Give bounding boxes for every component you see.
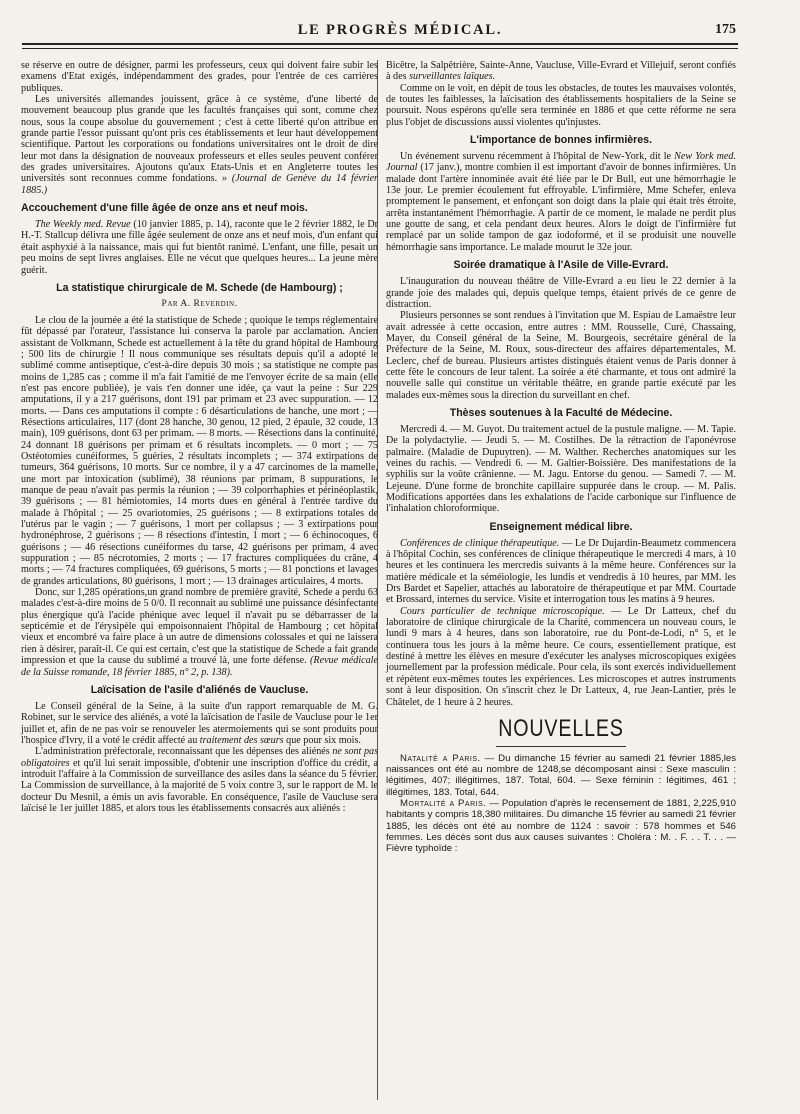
emphasis: Cours particulier de technique microscopique.: [400, 605, 605, 617]
citation: The Weekly med. Revue: [35, 219, 131, 231]
news-text: — Population d'après le recensement de 1881, 2,225,910 habitants y compris 18,380 militaires. Du dimanche 15 février au samedi 21 février 1885, les décès ont été au nombre de 1124 : savoir : 578 hommes et 546 femmes. Les décès sont dus aux causes suivantes : Choléra : M. . F. . . T. . . — Fièvre typhoïde :: [386, 798, 736, 855]
paragraph: [21, 94, 378, 196]
paragraph: [386, 151, 736, 253]
section-heading: L'importance de bonnes infirmières.: [469, 134, 653, 147]
paragraph: [21, 587, 378, 678]
paragraph-text: L'administration préfectorale, reconnaissant que les dépenses des aliénés: [35, 746, 330, 758]
citation: (Journal de Genève du 14 février 1885.): [21, 173, 379, 196]
emphasis: surveillantes laïques.: [409, 71, 496, 83]
news-label: Natalité a Paris.: [400, 752, 481, 764]
section-heading: La statistique chirurgicale de M. Schede (de Hambourg) ;: [56, 281, 343, 294]
paragraph: se réserve en outre de désigner, parmi les professeurs, ceux qui doivent faire subir les examens d'Etat exigés, indépendamment des grades, pour l'entrée de ces carrières publiques.: [21, 60, 378, 94]
byline: Par A. Reverdin.: [161, 298, 238, 309]
paragraph-text: — Le Dr Dujardin-Beaumetz commencera à l'hôpital Cochin, ses conférences de clinique thérapeutique le mercredi 4 mars, à 10 heures et les continuera les mercredis suivants à la même heure. Conférences sur la matière médicale et la séméiologie, les lundis et vendredis à 10 heures, par MM. les Drs Bardet et Sapelier, attachés au laboratoire de thérapeutique et par MM. Courtade et Brossard, internes du service. Visite et interrogation tous les matins à 9 heures.: [386, 537, 736, 606]
news-text: — Du dimanche 15 février au samedi 21 février 1885,les naissances ont été au nombre de 1248,se décomposant ainsi : Sexe masculin : légitimes, 407; illégitimes, 187. Total, 604. — Sexe féminin : légitimes, 461 ; illégitimes, 183. Total, 644.: [386, 752, 736, 798]
nouvelles-rule: [496, 746, 626, 747]
emphasis: Conférences de clinique thérapeutique.: [400, 537, 560, 549]
paragraph-text: Un événement survenu récemment à l'hôpital de New-York, dit le: [400, 151, 672, 163]
citation: (Revue médicale de la Suisse romande, 18 février 1885, n° 2, p. 138).: [21, 655, 378, 678]
paragraph: Comme on le voit, en dépit de tous les obstacles, de toutes les mauvaises volontés, de toutes les faiblesses, la laïcisation des établissements hospitaliers de la Seine se poursuit. Nous espérons qu'elle sera terminée en 1886 et que cette réforme ne sera plus l'objet de discussions aussi violentes qu'injustes.: [386, 82, 736, 128]
emphasis: traitement des sœurs: [199, 734, 284, 746]
paragraph: [21, 746, 378, 814]
section-heading: Enseignement médical libre.: [489, 520, 633, 533]
journal-title: LE PROGRÈS MÉDICAL.: [297, 22, 503, 38]
page-number: 175: [715, 22, 736, 37]
header-rule-thick: [22, 43, 738, 45]
paragraph: [21, 219, 378, 276]
paragraph-text: (17 janv.), montre combien il est important d'avoir de bonnes infirmières. Un malade dont l'artère innominée avait été liée par le Dr Bull, eut une hémorrhagie le 13e jour. Le premier écoulement fut effroyable. L'infirmière, Mme Schefer, enleva promptement le pansement, et enfonçant son doigt dans la plaie qui était très étroite, arrêta instantanément l'hémorrhagie. A partir de ce moment, le malade ne perdit plus une goutte de sang, et cela pendant deux heures. Alors le doigt de l'infirmière fut remplacé par un solide tampon de gaz iodoformé, et il se produisit une nouvelle hémorrhagie sans importance. Le malade mourut le 32e jour.: [386, 162, 737, 253]
paragraph-text: que pour six mois.: [286, 734, 361, 746]
news-item: [386, 753, 736, 798]
paragraph-text: et qu'il lui serait impossible, d'obtenir une inscription d'office du crédit, a introduit l'affaire à la Commission de surveillance des asiles dans la séance du 5 février. La Commission de surveillance, à la majorité de 5 voix contre 3, sur le rapport de M. le docteur Du Mesnil, a émis un avis favorable. En conséquence, l'asile de Vaucluse sera laïcisé le 1er juillet 1885, et alors tous les établissements consacrés aux aliénés :: [21, 757, 378, 814]
paragraph: Mercredi 4. — M. Guyot. Du traitement actuel de la pustule maligne. — M. Tapie. De la polydactylie. — Jeudi 5. — M. Costilhes. De la rétraction de l'aponévrose palmaire. (Maladie de Dupuytren). — M. Walther. Recherches anatomiques sur les veines du rachis. — Vendredi 6. — M. Galtier-Boissière. Des manifestations de la syphilis sur la voûte crânienne. — M. Jagu. Entorse du genou. — Samedi 7. — M. Lejeune. D'une forme de bronchite capillaire suppurée dans le croup. — M. Palis. Modifications apportées dans les exhalations de l'acide carbonique sur l'influence de l'inhalation chloroformique.: [386, 423, 736, 515]
paragraph: Plusieurs personnes se sont rendues à l'invitation que M. Espiau de Lamaëstre leur avait adressée à cette occasion, entre autres : MM. Rousselle, Curé, Chassaing, Mayer, du Conseil général de la Seine, M. Bourgeois, secrétaire général de la Préfecture de la Seine, M. Roux, sous-directeur des affaires départementales, M. Leclerc, chef de bureau. Plusieurs artistes distingués étaient venus de Paris donner à cette fête le concours de leur talent. La soirée a été charmante, et tous ont admiré la nouvelle salle qui constitue un véritable théâtre, en grande partie exécuté par les malades eux-mêmes sous la direction du surveillant en chef.: [386, 310, 736, 401]
paragraph-text: Le Conseil général de la Seine, à la suite d'un rapport remarquable de M. G. Robinet, sur le service des aliénés, a voté la laïcisation de l'asile de Vaucluse pour le 1er juillet et, afin de ne pas voir se renouveler les atermoiements qui se sont produits pour l'hospice d'Ivry, il a voté le crédit affecté au: [21, 700, 378, 746]
citation: New York med. Journal: [386, 151, 737, 174]
nouvelles-heading: NOUVELLES: [498, 714, 624, 742]
news-label: Mortalité a Paris.: [400, 798, 487, 810]
news-item: [386, 798, 736, 854]
section-heading: Laïcisation de l'asile d'aliénés de Vaucluse.: [90, 683, 309, 696]
left-column: [21, 60, 378, 814]
paragraph: [21, 701, 378, 746]
emphasis: ne sont pas obligatoires: [21, 746, 379, 769]
paragraph-text: Bicêtre, la Salpêtrière, Sainte-Anne, Vaucluse, Ville-Evrard et Villejuif, seront confiés à des: [386, 60, 736, 83]
section-heading: Thèses soutenues à la Faculté de Médecine.: [449, 406, 673, 419]
paragraph-text: — Le Dr Latteux, chef du laboratoire de clinique chirurgicale de la Charité, commencera un nouveau cours, le lundi 9 mars à 4 heures, dans son laboratoire, rue du Pont-de-Lodi, n° 5, et le continuera tous les jours à la même heure. Ce cours, essentiellement pratique, est destiné à mettre les élèves en mesure d'exécuter les analyses microscopiques exigées journellement par la profession médicale. Pour cela, ils sont exercés individuellement et répètent eux-mêmes toutes les expériences. Les microscopes et autres instruments sont à leur disposition. On s'inscrit chez le Dr Latteux, 4, rue Jean-Lantier, près le Châtelet, de 1 heure à 2 heures.: [386, 605, 737, 708]
header-rule-thin: [22, 48, 738, 49]
paragraph: Le clou de la journée a été la statistique de Schede ; quoique le temps réglementaire fût dépassé par l'orateur, l'assistance lui conserva la parole par acclamation. Ancien assistant de Volkmann, Schede est actuellement à la tête du grand hôpital de Hambourg ; 500 lits de chirurgie ! Il nous communique ses résultats depuis qu'il a adopté le sublimé comme antiseptique, c'est-à-dire depuis 30 mois ; sa statistique ne compte pas moins de 1,285 cas ; comme il m'a fait l'amitié de me l'envoyer écrite de sa main (elle n'est pas encore publiée), je vais t'en donner une idée, ça vaut la peine : Sur 229 amputations, il y a 217 guérisons, dont 191 par primam et 23 avec suppuration. — 12 morts. — Dans ces amputations il compte : 6 désarticulations de hanche, une mort ; — Résections articulaires, 117 (dont 28 hanche, 30 genou, 12 pied, 2 épaule, 32 coude, 13 main), 109 guérisons, dont 63 per primam. — 8 morts. — Résections dans la continuité, 24 donnant 18 guérisons per primam et 6 résultats incomplets. — 0 mort ; — 75 Ostéotomies cunéiformes, 5 guéries, 2 résultats incomplets ; — 374 extirpations de tumeurs, 364 guérisons, 10 morts. Sur ce nombre, il y a 47 carcinomes de la mamelle, une mort par intoxication (sublimé), 38 réunions par primam, 8 suppurations, le manque de peau n'avait pas permis la réunion ; — 39 colporrhaphies et périnéoplastik, 39 guérisons ; — 81 hémiotomies, 14 morts dues en général à l'entrée tardive du malade à l'hôpital ; — 25 ovariotomies, 25 guérisons ; — 8 extirpations totales de l'utérus par le vagin ; — 7 guérisons, 1 mort per collapsus ; — 3 extirpations pour hydronéphrose, 2 guérisons ; — 8 résections d'intestin, 1 mort ; — 6 échinocoques, 6 guérisons ; — 46 résections cunéiformes du tarse, 42 guérisons per primam, 4 avec suppuration ; — 85 nécrotomies, 2 morts ; — 17 fractures compliquées du crâne, 4 morts ; — 74 fractures compliquées, 69 guérisons, 5 morts ; — 81 ponctions et lavages de grandes articulations, 80 guérisons, 1 mort ; — 13 drainages articulaires, 4 morts.: [21, 314, 378, 587]
paragraph-text: (10 janvier 1885, p. 14), raconte que le 2 février 1882, le Dr H.-T. Stallcup délivra une fille âgée seulement de onze ans et neuf mois, d'un enfant qui était asphyxié à la naissance, mais qui fut bientôt ranimé. L'enfant, une fille, pesait un peu moins de sept livres anglaises. Elle ne vécut que quelques heures... La jeune mère guérit.: [21, 219, 379, 276]
section-heading: Soirée dramatique à l'Asile de Ville-Evrard.: [453, 259, 669, 272]
paragraph: [386, 538, 736, 606]
section-heading: Accouchement d'une fille âgée de onze ans et neuf mois.: [21, 202, 308, 215]
paragraph-text: Les universités allemandes jouissent, grâce à ce système, d'une liberté de mouvement beaucoup plus grande que les facultés françaises qui sont, comme chez nous, sous la coupe absolue du gouvernement ; c'est à cette liberté qu'on attribue en grande partie l'essor puissant qu'ont pris ces établissements et leur haut développement scientifique. Partout les corporations ou fondations universitaires ont le droit de dire leur mot dans la désignation de nouveaux professeurs et elles seules peuvent conférer des grades universitaires. Ajoutons qu'aux Etats-Unis et en Angleterre toutes les universités sont reconnues comme fondations. »: [21, 94, 378, 185]
paragraph: [386, 606, 736, 708]
right-column: [386, 60, 736, 855]
running-header: [0, 22, 800, 44]
paragraph: [386, 60, 736, 83]
paragraph-text: Donc, sur 1,285 opérations,un grand nombre de première gravité, Schede a perdu 63 malades c'est-à-dire moins de 5 0/0. Il reconnait au sublimé une puissance désinfectante plus énergique qu'à l'acide phénique avec lequel il n'avait pu se débarrasser de la septicémie et de l'érysipèle qui empoisonnaient l'hôpital de Hambourg ; cet hôpital vieux et encombré va faire place à un autre de dimensions colossales et qui ne laissera rien à désirer, paraît-il. Ce qui est certain, c'est que la statistique de Schede a fait grande impression et que la cause du sublimé a trouvé là, une forte défense.: [21, 587, 378, 667]
paragraph: L'inauguration du nouveau théâtre de Ville-Evrard a eu lieu le 22 dernier à la grande joie des malades qui, depuis quelque temps, étaient privés de ce genre de distraction.: [386, 276, 736, 310]
